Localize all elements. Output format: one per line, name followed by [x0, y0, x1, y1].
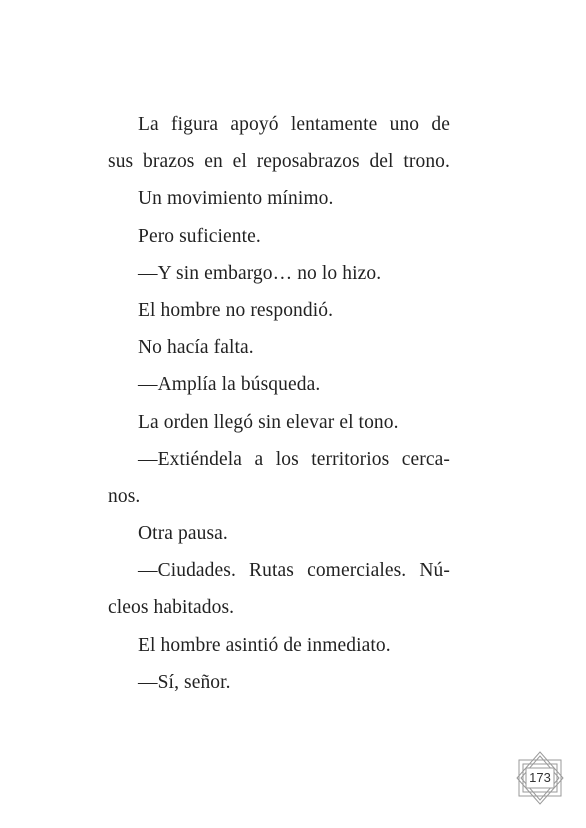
text-line: —Y sin embargo… no lo hizo. [138, 262, 382, 284]
page-number: 173 [529, 770, 551, 785]
text-line: cleos habitados. [108, 597, 235, 619]
text-line: El hombre no respondió. [138, 299, 334, 321]
body-text [108, 106, 450, 701]
text-line: —Extiéndela a los territorios cerca- [138, 448, 450, 470]
page-number-ornament [507, 750, 573, 806]
text-line: nos. [108, 485, 141, 507]
text-line: sus brazos en el reposabrazos del trono. [108, 151, 450, 173]
text-line: Pero suficiente. [138, 225, 261, 247]
text-line: No hacía falta. [138, 337, 254, 359]
text-line: Otra pausa. [138, 523, 228, 545]
text-line: El hombre asintió de inmediato. [138, 634, 391, 656]
text-line: Un movimiento mínimo. [138, 188, 334, 210]
text-line: —Ciudades. Rutas comerciales. Nú- [138, 560, 450, 582]
text-line: —Amplía la búsqueda. [138, 374, 321, 396]
text-line: La figura apoyó lentamente uno de [138, 114, 450, 135]
text-line: La orden llegó sin elevar el tono. [138, 411, 399, 433]
text-line: —Sí, señor. [138, 671, 231, 693]
